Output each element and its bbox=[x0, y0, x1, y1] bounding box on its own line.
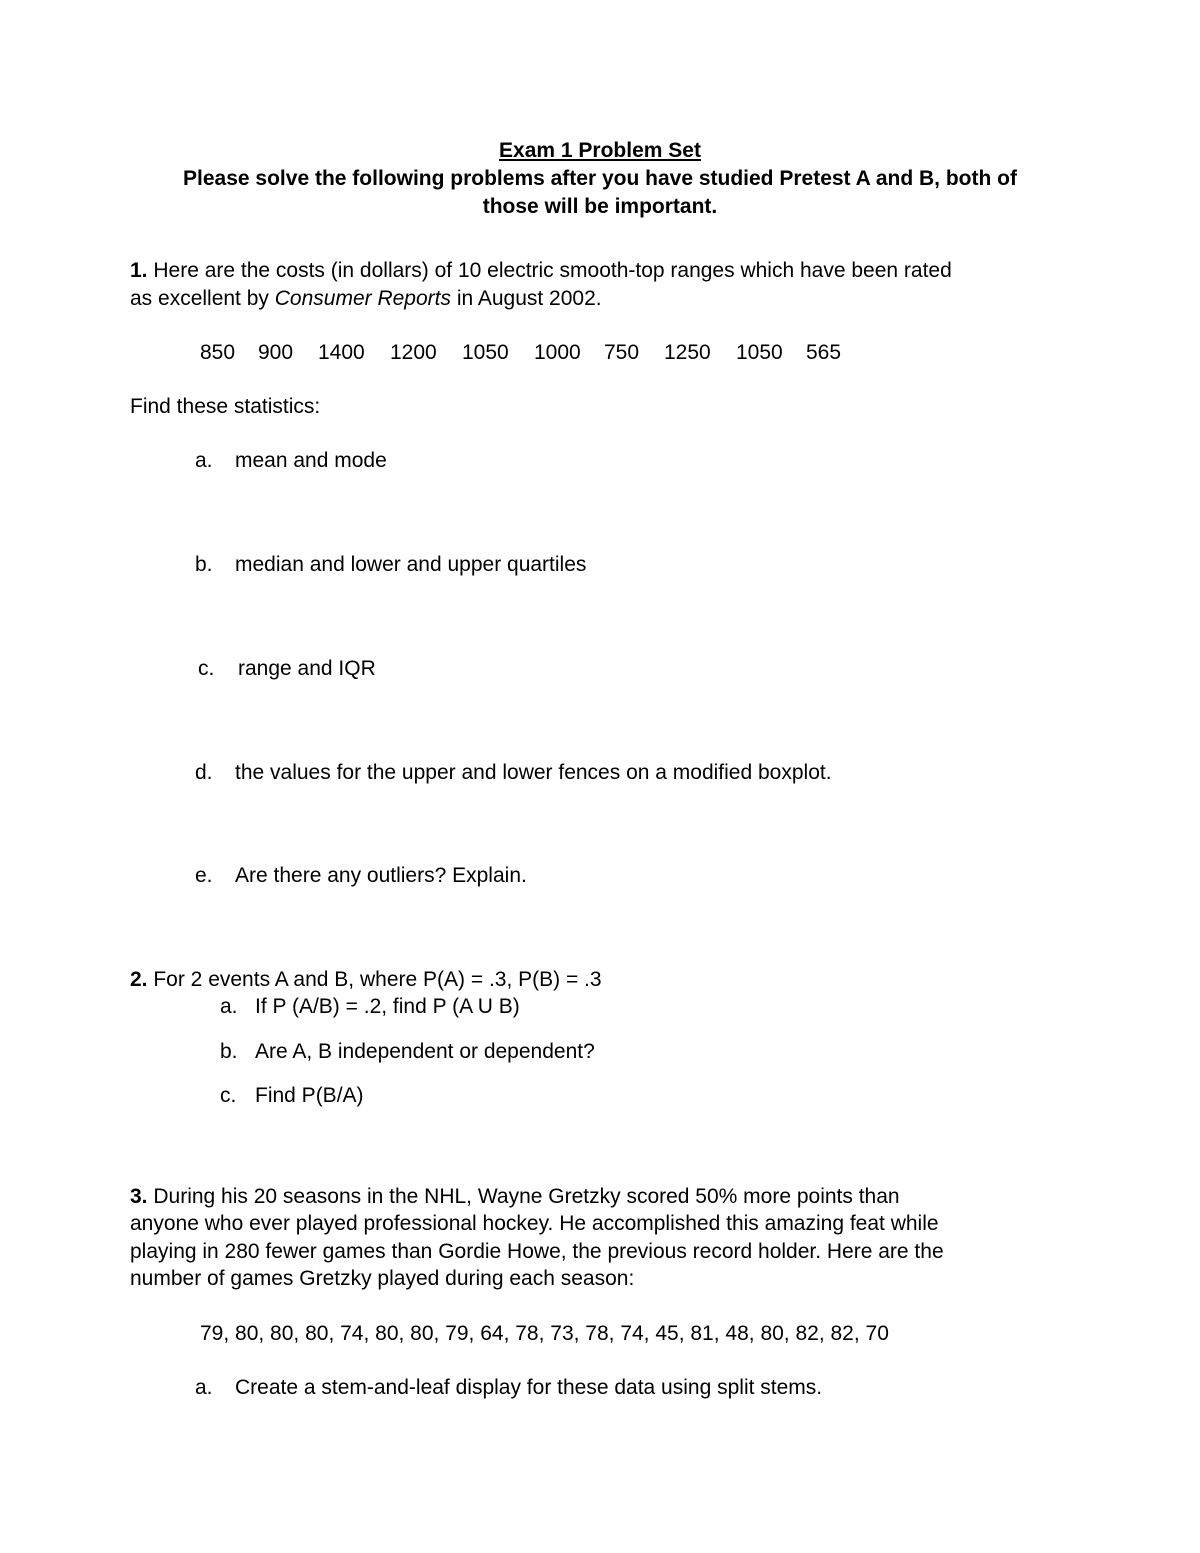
problem-1-line-1 bbox=[130, 257, 952, 284]
source-publication: Consumer Reports bbox=[274, 287, 451, 310]
part-marker: a. bbox=[195, 1376, 213, 1399]
problem-2-part-b bbox=[220, 1038, 595, 1065]
instructions-line-1: Please solve the following problems after you have studied Pretest A and B, both of bbox=[183, 167, 1017, 190]
data-value: 1050 bbox=[462, 341, 509, 364]
part-text: If P (A/B) = .2, find P (A U B) bbox=[255, 995, 520, 1018]
problem-1-text-suffix: in August 2002. bbox=[450, 287, 602, 310]
problem-3-number: 3. bbox=[130, 1185, 148, 1208]
part-marker: d. bbox=[195, 761, 213, 784]
problem-1-part-c bbox=[198, 655, 376, 682]
problem-1-data-row bbox=[200, 339, 841, 366]
problem-1-part-d bbox=[195, 759, 832, 786]
problem-1-prompt: Find these statistics: bbox=[130, 395, 321, 418]
part-text: mean and mode bbox=[235, 449, 387, 472]
problem-2-text: For 2 events A and B, where P(A) = .3, P(B) = .3 bbox=[147, 968, 602, 991]
data-value: 565 bbox=[806, 341, 842, 364]
data-value: 900 bbox=[258, 341, 294, 364]
problem-2-number: 2. bbox=[130, 968, 148, 991]
part-marker: a. bbox=[220, 995, 238, 1018]
problem-1-line-2 bbox=[130, 285, 602, 312]
problem-1-number: 1. bbox=[130, 259, 148, 282]
problem-3-part-a bbox=[195, 1374, 822, 1401]
problem-3-line-2: anyone who ever played professional hockey. He accomplished this amazing feat while bbox=[130, 1212, 939, 1235]
page-title: Exam 1 Problem Set bbox=[499, 139, 701, 162]
part-marker: b. bbox=[220, 1040, 238, 1063]
part-text: median and lower and upper quartiles bbox=[235, 553, 587, 576]
problem-1-part-e bbox=[195, 862, 527, 889]
part-marker: e. bbox=[195, 864, 213, 887]
problem-1-text-line-1: Here are the costs (in dollars) of 10 electric smooth-top ranges which have been rated bbox=[147, 259, 952, 282]
problem-3-data-row: 79, 80, 80, 80, 74, 80, 80, 79, 64, 78, 73, 78, 74, 45, 81, 48, 80, 82, 82, 70 bbox=[200, 1322, 889, 1345]
problem-1-text-prefix: as excellent by bbox=[130, 287, 275, 310]
problem-3-line-4: number of games Gretzky played during each season: bbox=[130, 1267, 635, 1290]
problem-3-line-3: playing in 280 fewer games than Gordie Howe, the previous record holder. Here are the bbox=[130, 1240, 944, 1263]
data-value: 750 bbox=[604, 341, 640, 364]
problem-1-part-b bbox=[195, 551, 586, 578]
problem-3-line-1 bbox=[130, 1183, 900, 1210]
data-value: 1400 bbox=[318, 341, 365, 364]
data-value: 1250 bbox=[664, 341, 711, 364]
instructions-line-2: those will be important. bbox=[482, 195, 718, 218]
problem-2-line-1 bbox=[130, 966, 602, 993]
part-text: Are A, B independent or dependent? bbox=[255, 1040, 595, 1063]
part-text: Are there any outliers? Explain. bbox=[235, 864, 527, 887]
problem-1-part-a bbox=[195, 447, 387, 474]
part-marker: b. bbox=[195, 553, 213, 576]
problem-3-text-line-1: During his 20 seasons in the NHL, Wayne Gretzky scored 50% more points than bbox=[147, 1185, 900, 1208]
part-marker: a. bbox=[195, 449, 213, 472]
part-text: range and IQR bbox=[238, 657, 376, 680]
problem-2-part-c bbox=[220, 1082, 364, 1109]
data-value: 1050 bbox=[736, 341, 783, 364]
data-value: 1000 bbox=[534, 341, 581, 364]
part-text: the values for the upper and lower fences on a modified boxplot. bbox=[235, 761, 832, 784]
data-value: 1200 bbox=[390, 341, 437, 364]
part-marker: c. bbox=[220, 1084, 237, 1107]
part-text: Find P(B/A) bbox=[255, 1084, 364, 1107]
part-marker: c. bbox=[198, 657, 215, 680]
part-text: Create a stem-and-leaf display for these data using split stems. bbox=[235, 1376, 823, 1399]
data-value: 850 bbox=[200, 341, 236, 364]
problem-2-part-a bbox=[220, 993, 520, 1020]
